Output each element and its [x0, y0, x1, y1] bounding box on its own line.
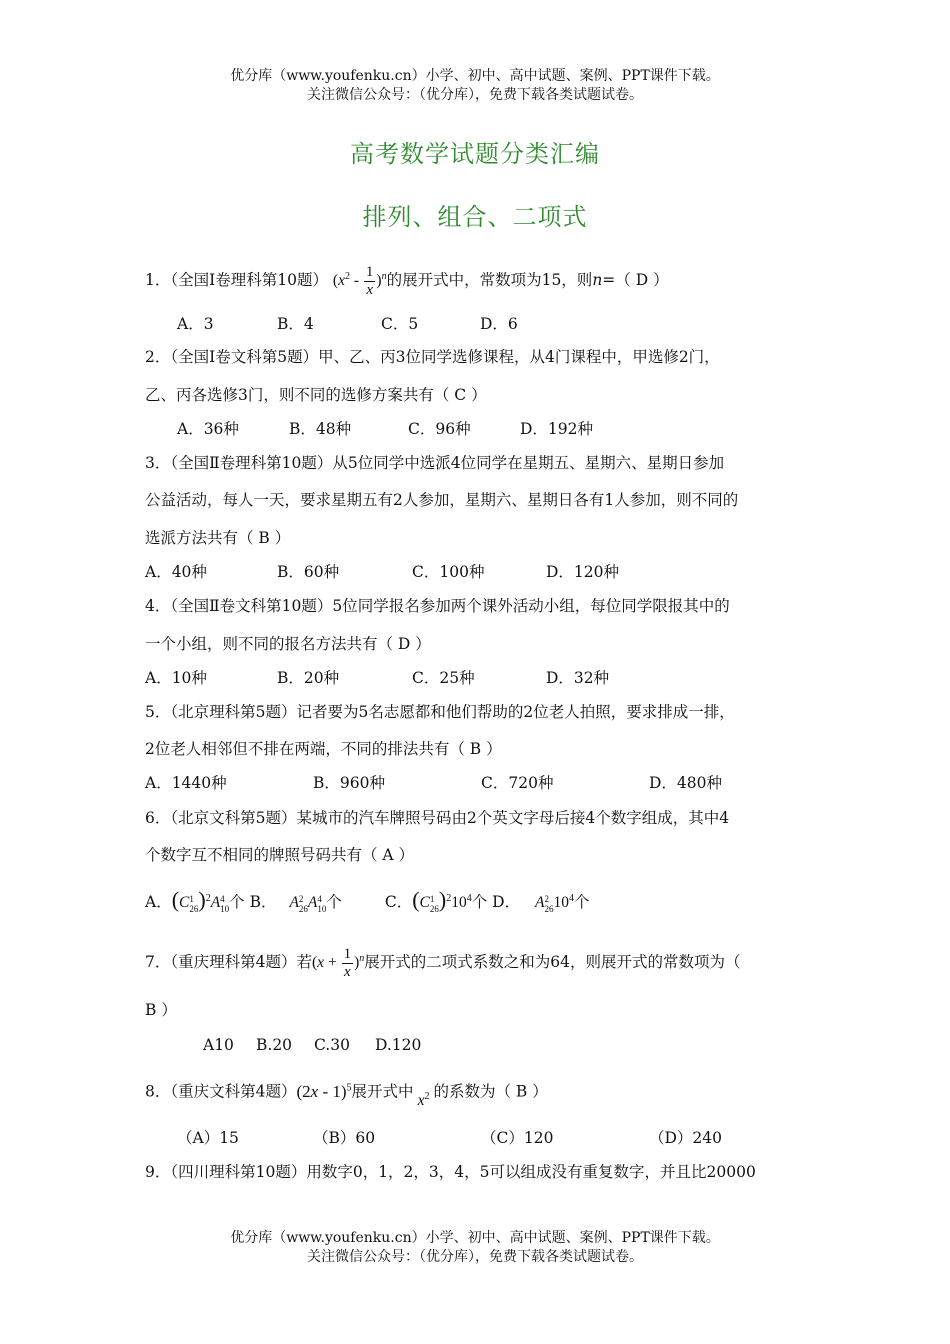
- q1-formula: ($x^2$ - $\frac{1}{x}$ )$^n$: [332, 264, 387, 299]
- q6-option-d-label: D．: [492, 893, 521, 912]
- q6-line-2: 个数字互不相同的牌照号码共有（ A ）: [145, 846, 415, 864]
- q3-line-1: 3．（全国Ⅱ卷理科第10题）从5位同学中选派4位同学在星期五、星期六、星期日参加: [145, 454, 725, 472]
- q4-option-a: A．10种: [145, 669, 207, 687]
- q1-answer: =（ D ）: [602, 271, 669, 290]
- q2-line-1: 2．（全国Ⅰ卷文科第5题）甲、乙、丙3位同学选修课程，从4门课程中，甲选修2门，: [145, 348, 720, 366]
- q3-option-c: C．100种: [412, 563, 485, 581]
- question-1: [145, 258, 669, 300]
- q8-text-2: 的系数为（ B ）: [433, 1082, 548, 1101]
- q8-text-1: 展开式中: [351, 1082, 414, 1101]
- q2-option-a: A．36种: [177, 420, 239, 438]
- q8-option-c: （C）120: [481, 1129, 554, 1147]
- header-line-1: 优分库（www.youfenku.cn）小学、初中、高中试题、案例、PPT课件下载。: [230, 68, 720, 84]
- q6-option-c-formula: (C 1 26 )$^210^4$: [412, 887, 472, 914]
- footer-line-1: 优分库（www.youfenku.cn）小学、初中、高中试题、案例、PPT课件下载。: [230, 1230, 720, 1246]
- q8-x-squared: $x^2$: [417, 1090, 430, 1109]
- q1-number: 1．: [145, 271, 171, 290]
- q8-source: （重庆文科第4题）: [170, 1082, 297, 1101]
- question-7: [145, 940, 740, 982]
- q4-option-b: B．20种: [277, 669, 340, 687]
- q6-option-a-label: A．: [145, 893, 172, 912]
- q8-option-d: （D）240: [649, 1129, 723, 1147]
- q2-option-c: C．96种: [408, 420, 471, 438]
- q7-answer: B ）: [145, 1001, 177, 1019]
- q1-var-n: n: [592, 271, 603, 290]
- q7-option-b: B.20: [256, 1036, 293, 1054]
- q5-option-b: B．960种: [313, 774, 385, 792]
- q9-line-1: 9．（四川理科第10题）用数字0，1，2，3，4，5可以组成没有重复数字，并且比20000: [145, 1163, 756, 1181]
- q3-line-2: 公益活动，每人一天，要求星期五有2人参加，星期六、星期日各有1人参加，则不同的: [145, 491, 739, 509]
- q7-option-d: D.120: [375, 1036, 422, 1054]
- q8-option-b: （B）60: [313, 1129, 376, 1147]
- q1-text: 的展开式中，常数项为15，则: [386, 271, 593, 290]
- q5-option-a: A．1440种: [145, 774, 227, 792]
- q1-option-d: D．6: [480, 315, 518, 333]
- q2-option-b: B．48种: [289, 420, 352, 438]
- q5-line-2: 2位老人相邻但不排在两端，不同的排法共有（ B ）: [145, 740, 502, 758]
- q4-line-2: 一个小组，则不同的报名方法共有（ D ）: [145, 635, 431, 653]
- q6-option-c-label: C．: [384, 893, 413, 912]
- q4-option-d: D．32种: [546, 669, 610, 687]
- q1-source: （全国Ⅰ卷理科第10题）: [170, 271, 328, 290]
- q8-option-a: （A）15: [177, 1129, 239, 1147]
- q7-formula: (x + $\frac{1}{x}$ )$^n$: [312, 946, 365, 981]
- q5-option-c: C．720种: [481, 774, 554, 792]
- q6-option-b-label: B．: [249, 893, 277, 912]
- q6-options-row: [145, 882, 590, 920]
- q3-option-a: A．40种: [145, 563, 207, 581]
- q6-option-d-unit: 个: [574, 893, 590, 912]
- q6-option-c-unit: 个: [471, 893, 488, 912]
- page-title: 高考数学试题分类汇编: [350, 140, 600, 168]
- q7-text: 展开式的二项式系数之和为64，则展开式的常数项为（: [364, 953, 741, 972]
- q6-option-b-unit: 个: [326, 893, 342, 912]
- question-8: [145, 1073, 548, 1116]
- q1-option-b: B．4: [277, 315, 314, 333]
- q6-option-b-formula: A 2 26 A 4 10: [289, 893, 327, 914]
- header-line-2: 关注微信公众号：（优分库），免费下载各类试题试卷。: [307, 87, 643, 103]
- q8-number: 8．: [145, 1082, 171, 1101]
- q6-option-a-unit: 个: [229, 893, 245, 912]
- q1-option-a: A．3: [177, 315, 214, 333]
- footer-line-2: 关注微信公众号：（优分库），免费下载各类试题试卷。: [307, 1249, 643, 1265]
- q2-line-2: 乙、丙各选修3门，则不同的选修方案共有（ C ）: [145, 386, 487, 404]
- q3-option-b: B．60种: [277, 563, 340, 581]
- q7-number: 7．: [145, 953, 171, 972]
- q4-line-1: 4．（全国Ⅱ卷文科第10题）5位同学报名参加两个课外活动小组，每位同学限报其中的: [145, 597, 730, 615]
- q5-option-d: D．480种: [649, 774, 723, 792]
- q7-option-a: A10: [203, 1036, 234, 1054]
- q5-line-1: 5．（北京理科第5题）记者要为5名志愿都和他们帮助的2位老人拍照，要求排成一排，: [145, 703, 735, 721]
- q8-formula: (2x - 1)$^5$: [296, 1081, 352, 1101]
- page-subtitle: 排列、组合、二项式: [362, 203, 588, 231]
- q2-option-d: D．192种: [520, 420, 594, 438]
- q7-option-c: C.30: [314, 1036, 350, 1054]
- q6-option-a-formula: (C 1 26 )$^2$A 4 10: [171, 887, 230, 914]
- q6-line-1: 6．（北京文科第5题）某城市的汽车牌照号码由2个英文字母后接4个数字组成，其中4: [145, 809, 730, 827]
- q7-source: （重庆理科第4题）若: [170, 953, 312, 972]
- q1-option-c: C．5: [381, 315, 419, 333]
- q3-line-3: 选派方法共有（ B ）: [145, 529, 291, 547]
- q6-option-d-formula: A 2 26 $10^4$: [535, 893, 575, 914]
- q4-option-c: C．25种: [412, 669, 475, 687]
- q3-option-d: D．120种: [546, 563, 620, 581]
